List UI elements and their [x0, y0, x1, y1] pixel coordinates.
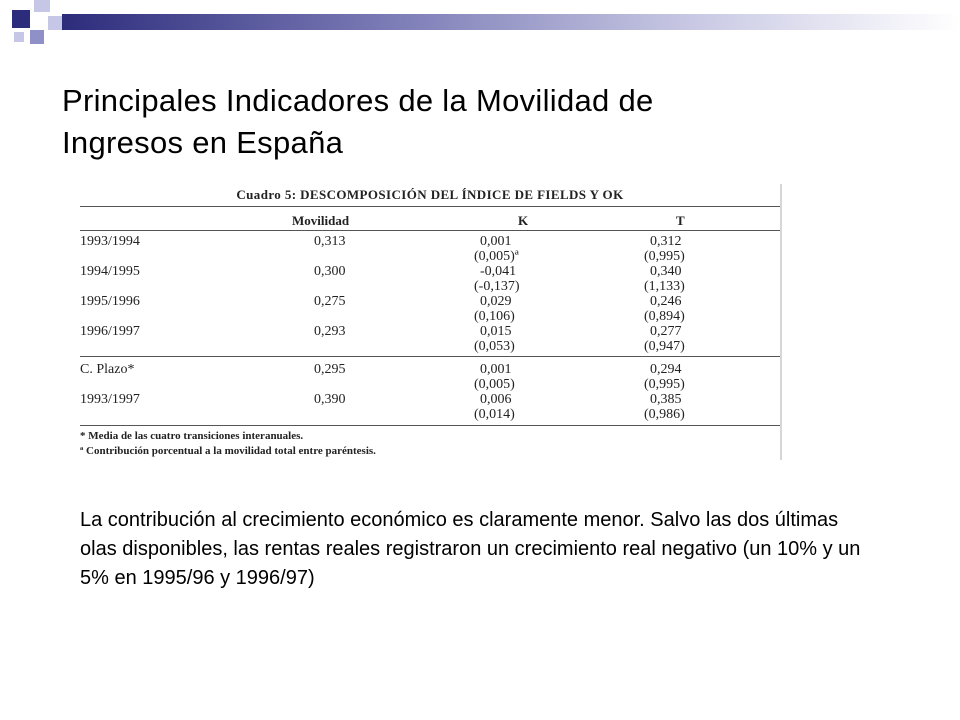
- row-label: 1993/1994: [80, 234, 140, 249]
- header-gradient-bar: [62, 14, 960, 30]
- column-header-movilidad: Movilidad: [292, 213, 350, 228]
- table-footnote: * Media de las cuatro transiciones interanuales.: [80, 430, 304, 442]
- table-row: [80, 294, 780, 324]
- table-row: [80, 392, 780, 422]
- k-cell: -0,041: [480, 264, 517, 279]
- decor-square: [34, 0, 50, 12]
- t-pct-cell: (0,995): [644, 377, 685, 392]
- title-line-1: Principales Indicadores de la Movilidad de: [62, 83, 654, 118]
- slide-title: [62, 80, 822, 164]
- t-pct-cell: (0,995): [644, 249, 685, 264]
- t-pct-cell: (1,133): [644, 279, 685, 294]
- t-pct-cell: (0,986): [644, 407, 685, 422]
- movilidad-cell: 0,390: [314, 392, 346, 407]
- table-rule: [80, 356, 780, 357]
- decor-square: [48, 16, 62, 30]
- k-cell: 0,001: [480, 362, 512, 377]
- table-caption: Cuadro 5: DESCOMPOSICIÓN DEL ÍNDICE DE FIELDS Y OK: [236, 187, 624, 202]
- k-cell: 0,029: [480, 294, 512, 309]
- row-label: 1996/1997: [80, 324, 140, 339]
- table-footnote: ª Contribución porcentual a la movilidad total entre paréntesis.: [80, 445, 376, 457]
- table-rule: [80, 230, 780, 231]
- table-row: [80, 362, 780, 392]
- movilidad-cell: 0,295: [314, 362, 346, 377]
- t-cell: 0,246: [650, 294, 682, 309]
- decor-square: [30, 30, 44, 44]
- row-label: C. Plazo*: [80, 362, 135, 377]
- column-header-t: T: [676, 213, 685, 228]
- k-cell: 0,015: [480, 324, 512, 339]
- body-paragraph: La contribución al crecimiento económico es claramente menor. Salvo las dos últimas olas disponibles, las rentas reales registraron un crecimiento real negativo (un 10% y un 5% en 1995/96 y 1996/97): [80, 509, 861, 589]
- table-row: [80, 234, 780, 264]
- t-cell: 0,277: [650, 324, 682, 339]
- t-pct-cell: (0,894): [644, 309, 685, 324]
- k-pct-cell: (0,005)ª: [474, 249, 519, 264]
- table-rule: [80, 425, 780, 426]
- t-cell: 0,385: [650, 392, 682, 407]
- k-pct-cell: (0,005): [474, 377, 515, 392]
- title-line-2: Ingresos en España: [62, 125, 344, 160]
- k-pct-cell: (-0,137): [474, 279, 520, 294]
- row-label: 1995/1996: [80, 294, 140, 309]
- k-pct-cell: (0,014): [474, 407, 515, 422]
- row-label: 1994/1995: [80, 264, 140, 279]
- row-label: 1993/1997: [80, 392, 140, 407]
- scanned-table: [80, 184, 782, 460]
- decor-square: [12, 10, 30, 28]
- column-header-k: K: [518, 213, 529, 228]
- k-pct-cell: (0,053): [474, 339, 515, 354]
- decor-square: [14, 32, 24, 42]
- movilidad-cell: 0,275: [314, 294, 346, 309]
- t-pct-cell: (0,947): [644, 339, 685, 354]
- table-row: [80, 324, 780, 354]
- t-cell: 0,294: [650, 362, 682, 377]
- movilidad-cell: 0,313: [314, 234, 346, 249]
- movilidad-cell: 0,300: [314, 264, 346, 279]
- movilidad-cell: 0,293: [314, 324, 346, 339]
- table-row: [80, 264, 780, 294]
- t-cell: 0,340: [650, 264, 682, 279]
- t-cell: 0,312: [650, 234, 682, 249]
- k-cell: 0,001: [480, 234, 512, 249]
- table-rule: [80, 206, 780, 207]
- k-pct-cell: (0,106): [474, 309, 515, 324]
- k-cell: 0,006: [480, 392, 512, 407]
